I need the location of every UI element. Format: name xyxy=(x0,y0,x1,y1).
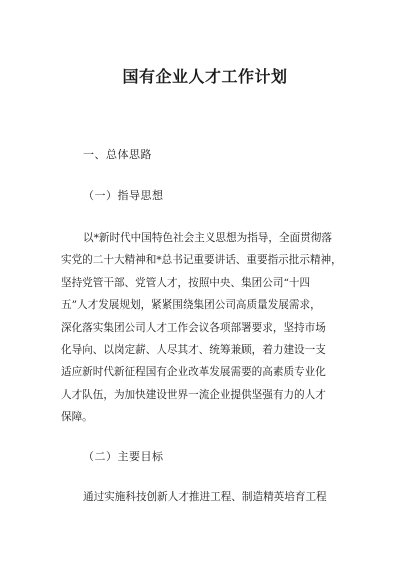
document-title: 国有企业人才工作计划 xyxy=(122,67,288,86)
paragraph-line: 保障。 xyxy=(61,411,93,424)
paragraph-line: 深化落实集团公司人才工作会议各项部署要求，坚持市场 xyxy=(61,321,326,334)
paragraph-line: 以*新时代中国特色社会主义思想为指导，全面贯彻落 xyxy=(83,232,332,244)
paragraph-line: 通过实施科技创新人才推进工程、制造精英培育工程 xyxy=(83,491,327,503)
paragraph-line: 五”人才发展规划，紧紧围绕集团公司高质量发展需求， xyxy=(61,299,321,312)
subsection-heading-main-goals: （二）主要目标 xyxy=(83,450,164,463)
subsection-heading-guiding-ideology: （一）指导思想 xyxy=(83,189,164,202)
paragraph-line: 化导向、以岗定薪、人尽其才、统筹兼顾，着力建设一支 xyxy=(61,344,326,357)
paragraph-main-goals xyxy=(61,486,357,508)
paragraph-line: 实党的二十大精神和*总书记重要讲话、重要指示批示精神， xyxy=(61,254,342,267)
paragraph-line: 适应新时代新征程国有企业改革发展需要的高素质专业化 xyxy=(61,366,326,379)
section-heading-overall-approach: 一、总体思路 xyxy=(83,148,152,161)
paragraph-line: 坚持党管干部、党管人才，按照中央、集团公司“十四 xyxy=(61,276,311,289)
paragraph-line: 人才队伍，为加快建设世界一流企业提供坚强有力的人才 xyxy=(61,388,326,401)
paragraph-guiding-ideology xyxy=(61,227,357,429)
